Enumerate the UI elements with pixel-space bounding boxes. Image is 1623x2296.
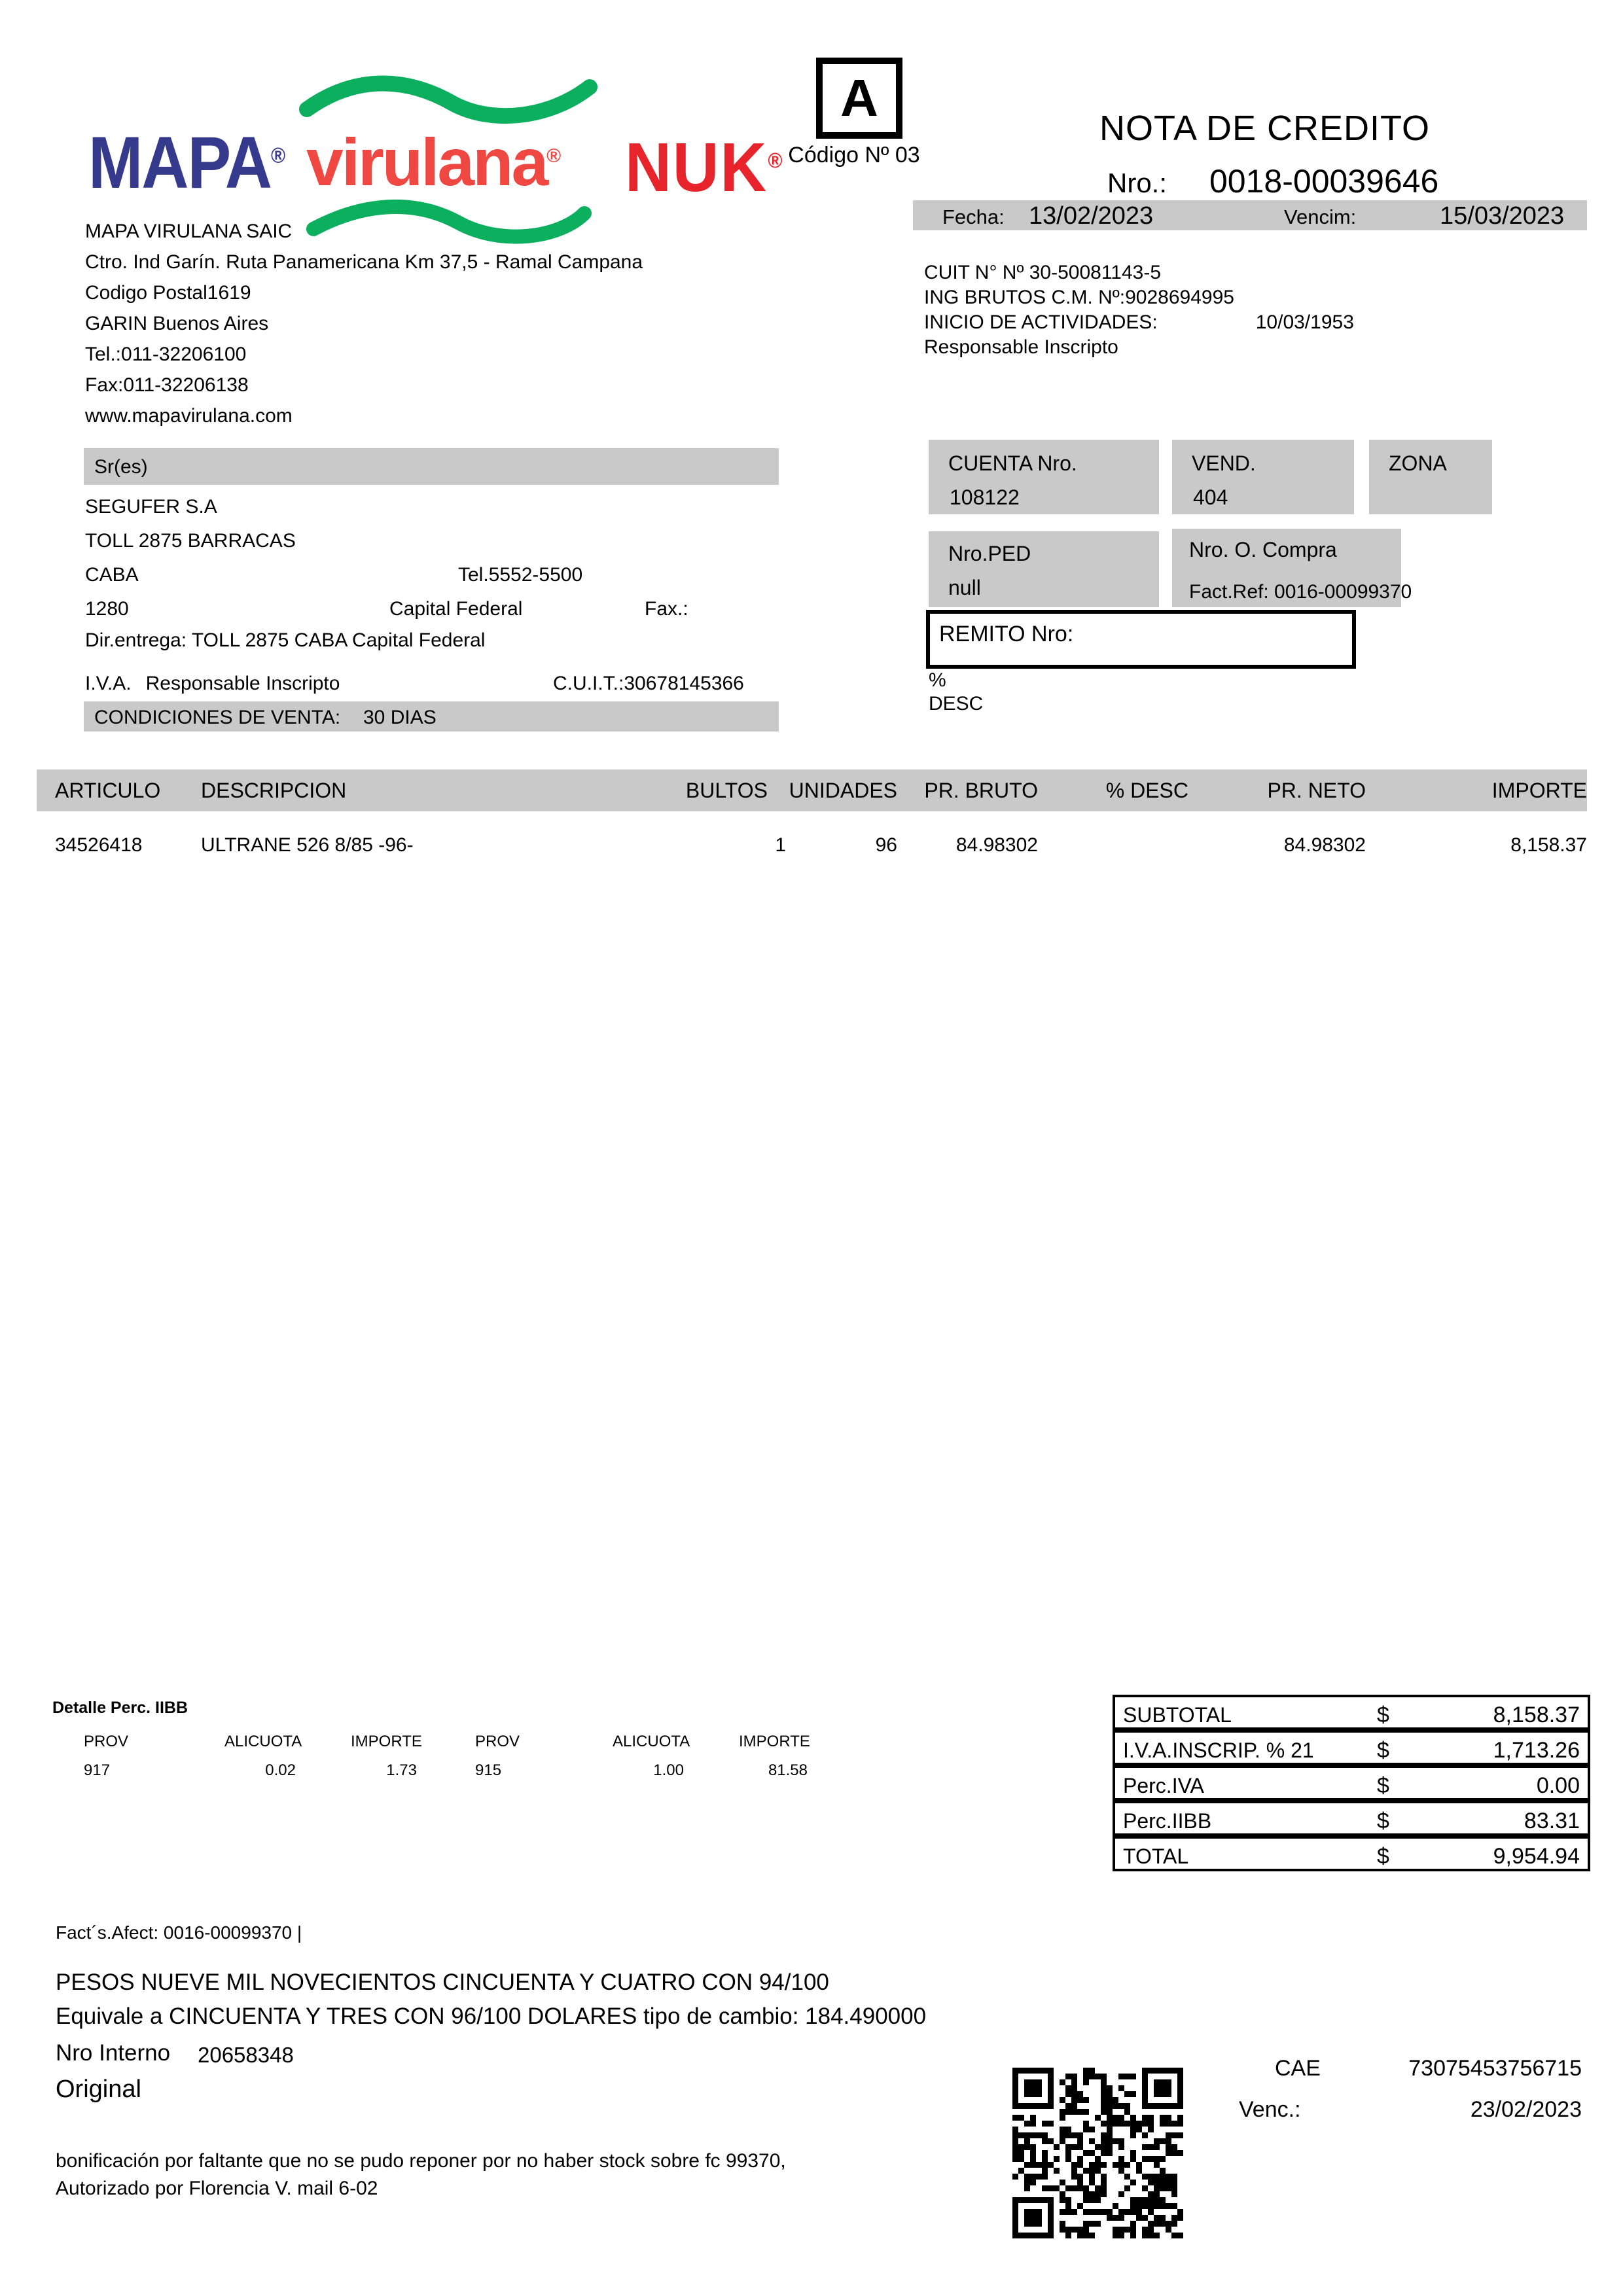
dollar-equivalence: Equivale a CINCUENTA Y TRES CON 96/100 DOLARES tipo de cambio: 184.490000 [56, 2004, 927, 2029]
affected-invoices: Fact´s.Afect: 0016-00099370 | [56, 1922, 302, 1943]
qr-code [1012, 2068, 1183, 2238]
perc-iibb-header-alicuota-2: ALICUOTA [613, 1733, 690, 1750]
customer-cuit: C.U.I.T.:30678145366 [553, 673, 744, 694]
account-number-box [929, 440, 1159, 514]
perc-iibb-header-importe-1: IMPORTE [351, 1733, 422, 1750]
purchase-order-box [1172, 529, 1412, 607]
col-header-pr-bruto: PR. BRUTO [924, 779, 1038, 802]
col-header-bultos: BULTOS [685, 779, 768, 802]
item-importe: 8,158.37 [1510, 834, 1587, 856]
total-row-perc-iibb: Perc.IIBB $ 83.31 [1113, 1801, 1590, 1836]
currency-symbol: $ [1377, 1703, 1389, 1727]
item-pr-bruto: 84.98302 [955, 834, 1038, 856]
note-line-1: bonificación por faltante que no se pudo reponer por no haber stock sobre fc 99370, [56, 2150, 786, 2172]
customer-postal-code: 1280 [85, 598, 129, 620]
perc-iibb-importe-1: 1.73 [386, 1761, 417, 1779]
currency-symbol: $ [1377, 1773, 1389, 1798]
cae-due-value: 23/02/2023 [1470, 2097, 1582, 2122]
referenced-invoice: Fact.Ref: 0016-00099370 [1189, 581, 1412, 603]
registered-mark-icon: ® [271, 143, 285, 168]
customer-province: Capital Federal [389, 598, 523, 620]
customer-band [84, 448, 779, 485]
company-website: www.mapavirulana.com [85, 405, 293, 427]
discount-percent-label: % DESC [929, 669, 984, 715]
company-fiscal-block [924, 260, 1354, 360]
invoice-letter: A [840, 69, 878, 127]
customer-name: SEGUFER S.A [85, 496, 217, 518]
currency-symbol: $ [1377, 1844, 1389, 1869]
company-postal: Codigo Postal1619 [85, 282, 251, 304]
total-row-perc-iva: Perc.IVA $ 0.00 [1113, 1765, 1590, 1801]
col-header-importe: IMPORTE [1491, 779, 1587, 802]
company-ing-brutos: ING BRUTOS C.M. Nº:9028694995 [924, 287, 1234, 308]
amount-in-words: PESOS NUEVE MIL NOVECIENTOS CINCUENTA Y CUATRO CON 94/100 [56, 1969, 829, 1995]
document-type-title: NOTA DE CREDITO [1099, 109, 1431, 148]
internal-number-value: 20658348 [198, 2043, 294, 2067]
sale-conditions-value: 30 DIAS [363, 707, 437, 728]
note-line-2: Autorizado por Florencia V. mail 6-02 [56, 2178, 378, 2199]
company-info-block [85, 216, 643, 431]
currency-symbol: $ [1377, 1738, 1389, 1763]
document-number-label: Nro.: [1107, 168, 1168, 198]
item-unidades: 96 [875, 834, 897, 856]
invoice-code-label: Código Nº 03 [788, 143, 920, 168]
purchase-order-label: Nro. O. Compra [1189, 538, 1337, 561]
virulana-top-wave-icon [298, 69, 599, 131]
customer-iva-label: I.V.A. [85, 673, 132, 694]
delivery-note-box [926, 610, 1356, 669]
customer-address: TOLL 2875 BARRACAS [85, 530, 296, 552]
due-date-value: 15/03/2023 [1440, 202, 1565, 230]
invoice-letter-box [816, 58, 902, 139]
company-iva-condition: Responsable Inscripto [924, 336, 1118, 358]
cae-label: CAE [1275, 2056, 1321, 2081]
total-row-iva: I.V.A.INSCRIP. % 21 $ 1,713.26 [1113, 1730, 1590, 1765]
registered-mark-icon: ® [546, 145, 560, 167]
col-header-unidades: UNIDADES [789, 779, 897, 802]
delivery-note-label: REMITO Nro: [939, 622, 1074, 646]
cae-value: 73075453756715 [1408, 2056, 1582, 2081]
col-header-pr-neto: PR. NETO [1267, 779, 1366, 802]
issue-date-label: Fecha: [942, 205, 1005, 228]
customer-iva-value: Responsable Inscripto [145, 673, 340, 694]
seller-value: 404 [1193, 486, 1228, 509]
perc-iibb-prov-2: 915 [475, 1761, 502, 1779]
activity-start-value: 10/03/1953 [1255, 311, 1354, 333]
nuk-logo: NUK® [625, 128, 784, 206]
customer-city: CABA [85, 564, 139, 586]
item-articulo: 34526418 [55, 834, 143, 856]
zone-label: ZONA [1389, 451, 1447, 475]
company-address: Ctro. Ind Garín. Ruta Panamericana Km 37,5 - Ramal Campana [85, 251, 643, 273]
sale-conditions-label: CONDICIONES DE VENTA: [94, 707, 341, 728]
perc-iibb-header-prov-2: PROV [475, 1733, 520, 1750]
issue-date-value: 13/02/2023 [1029, 202, 1154, 230]
document-number-value: 0018-00039646 [1209, 163, 1439, 200]
col-header-pct-desc: % DESC [1105, 779, 1188, 802]
copy-type-label: Original [56, 2075, 141, 2103]
customer-tel: Tel.5552-5500 [458, 564, 583, 586]
cae-due-label: Venc.: [1239, 2097, 1301, 2122]
order-number-value: null [948, 576, 981, 599]
perc-iibb-importe-2: 81.58 [768, 1761, 808, 1779]
company-cuit: CUIT N° Nº 30-50081143-5 [924, 262, 1162, 283]
internal-number-label: Nro Interno [56, 2040, 171, 2066]
virulana-logo: virulana® [306, 125, 560, 200]
mapa-logo: MAPA® [88, 122, 285, 204]
account-number-value: 108122 [950, 486, 1020, 509]
col-header-descripcion: DESCRIPCION [201, 779, 347, 802]
item-descripcion: ULTRANE 526 8/85 -96- [201, 834, 414, 856]
total-row-subtotal: SUBTOTAL $ 8,158.37 [1113, 1695, 1590, 1730]
seller-box [1172, 440, 1354, 514]
customer-delivery-address: Dir.entrega: TOLL 2875 CABA Capital Federal [85, 629, 486, 651]
zone-box [1369, 440, 1492, 514]
company-fax: Fax:011-32206138 [85, 374, 249, 396]
company-tel: Tel.:011-32206100 [85, 344, 247, 365]
perc-iibb-header-prov-1: PROV [84, 1733, 129, 1750]
sale-conditions-band [84, 701, 779, 732]
col-header-articulo: ARTICULO [55, 779, 161, 802]
item-bultos: 1 [775, 834, 786, 856]
perc-iibb-title: Detalle Perc. IIBB [52, 1699, 188, 1717]
perc-iibb-prov-1: 917 [84, 1761, 111, 1779]
registered-mark-icon: ® [768, 149, 784, 173]
account-number-label: CUENTA Nro. [948, 451, 1077, 475]
perc-iibb-alicuota-1: 0.02 [265, 1761, 296, 1779]
customer-fax-label: Fax.: [645, 598, 688, 620]
perc-iibb-alicuota-2: 1.00 [653, 1761, 684, 1779]
currency-symbol: $ [1377, 1809, 1389, 1833]
activity-start-label: INICIO DE ACTIVIDADES: [924, 311, 1158, 333]
company-name: MAPA VIRULANA SAIC [85, 221, 293, 242]
order-number-label: Nro.PED [948, 542, 1031, 565]
customer-band-label: Sr(es) [94, 456, 148, 478]
item-pr-neto: 84.98302 [1283, 834, 1366, 856]
order-number-box [929, 531, 1159, 607]
due-date-label: Vencim: [1284, 205, 1357, 228]
perc-iibb-header-importe-2: IMPORTE [739, 1733, 810, 1750]
seller-label: VEND. [1192, 451, 1256, 475]
company-city: GARIN Buenos Aires [85, 313, 269, 334]
total-row-total: TOTAL $ 9,954.94 [1113, 1836, 1590, 1871]
perc-iibb-header-alicuota-1: ALICUOTA [224, 1733, 302, 1750]
